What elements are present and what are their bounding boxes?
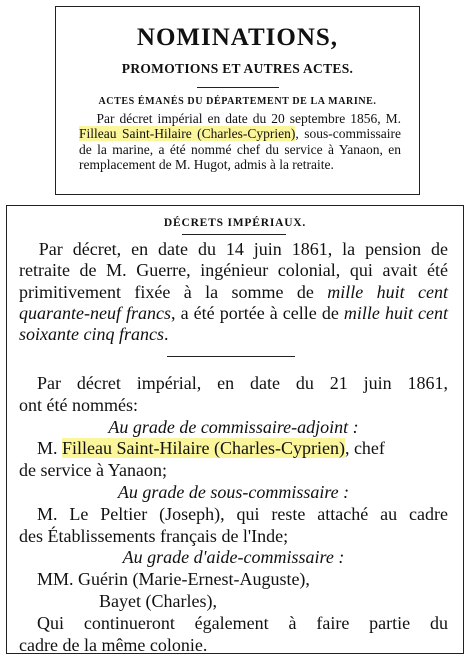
grade-heading-commissaire-adjoint [19, 417, 448, 439]
highlighted-name: Filleau Saint-Hilaire (Charles-Cyprien) [79, 126, 296, 142]
highlighted-name-1861: Filleau Saint-Hilaire (Charles-Cyprien) [62, 438, 345, 459]
guerin-line: MM. Guérin (Marie-Ernest-Auguste), [37, 569, 310, 590]
decree-nommes-line: ont été nommés: [19, 394, 138, 415]
pension-decree-paragraph [19, 239, 448, 345]
decree-paragraph-1856 [79, 111, 401, 173]
section-heading-marine: ACTES ÉMANÉS DU DÉPARTEMENT DE LA MARINE. [98, 96, 377, 107]
section-heading-decrets: DÉCRETS IMPÉRIAUX. [163, 217, 307, 229]
closing-line-1: Qui continueront également à faire partie du [37, 612, 448, 633]
peltier-line: M. Le Peltier (Joseph), qui reste attaché au cadre [37, 503, 448, 524]
pension-amount-new: mille huit cent soixante cinq francs [19, 302, 448, 345]
pension-text-1: Par décret, en date du 14 juin 1861, la pension de retraite de M. Guerre, ingénieur colonial, qui avait été primitivement fixée à la somme de [19, 239, 448, 302]
pension-amount-old: mille huit cent quarante-neuf francs [19, 281, 448, 323]
grade-heading-aide-commissaire [19, 547, 448, 569]
grade-heading-sous-commissaire [19, 482, 448, 504]
text-before-name: Par décret impérial en date du 20 septembre 1856, M. [96, 111, 401, 126]
text-after-name: , sous-commissaire de la marine, a été nommé chef du service à Yanaon, en remplacement de M. Hugot, admis à la retraite. [79, 126, 401, 173]
pension-text-3: . [163, 324, 169, 345]
service-yanaon-line: de service à Yanaon; [19, 460, 167, 481]
decree-intro-line: Par décret impérial, en date du 21 juin 1861, [37, 373, 448, 393]
grade-3-label: Au grade d'aide-commissaire : [122, 547, 345, 568]
title-divider [197, 87, 279, 88]
clipping-subtitle: PROMOTIONS ET AUTRES ACTES. [121, 61, 354, 76]
grade-2-label: Au grade de sous-commissaire : [117, 481, 350, 502]
clipping-decrets-imperiaux [6, 205, 464, 654]
clipping-1885-nominations [55, 6, 420, 195]
grade-1-label: Au grade de commissaire-adjoint : [108, 416, 359, 437]
m-prefix: M. [37, 438, 63, 459]
clipping-title: NOMINATIONS, [136, 24, 339, 51]
bayet-line: Bayet (Charles), [99, 590, 217, 611]
paragraph-divider [167, 356, 295, 357]
etablissements-line: des Établissements français de l'Inde; [19, 525, 289, 546]
nominations-decree-paragraph [19, 373, 448, 656]
pension-text-2: , a été portée à celle de [171, 302, 344, 323]
heading-divider [182, 234, 286, 235]
chef-suffix: , chef [344, 438, 385, 459]
closing-line-2: cadre de la même colonie. [19, 634, 208, 655]
filleau-line [19, 438, 448, 460]
